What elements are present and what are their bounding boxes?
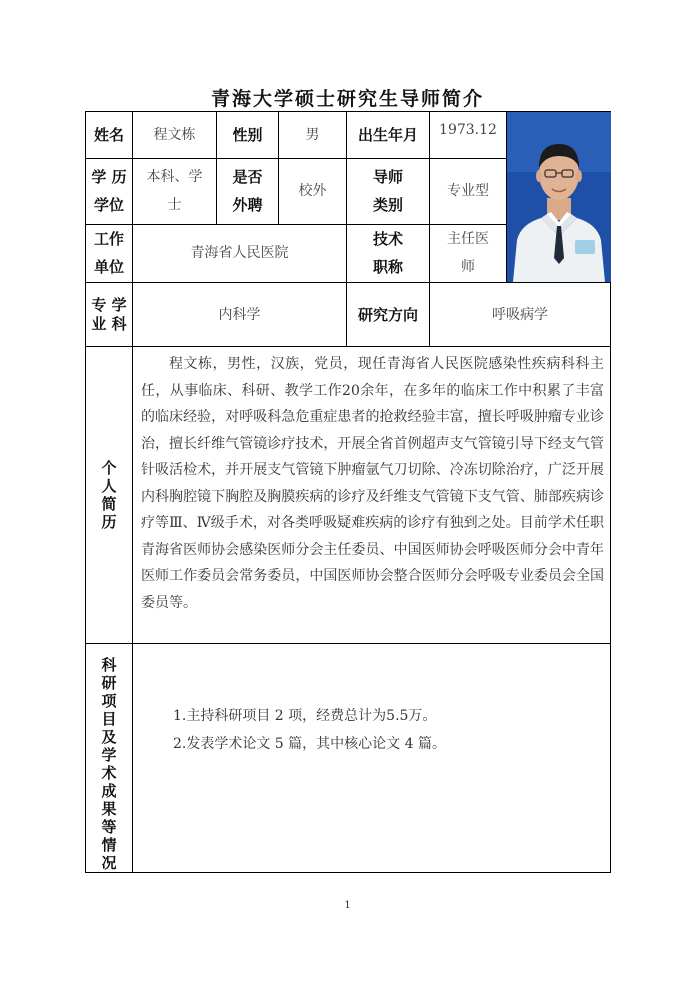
bio-label: 个 人 简 历 bbox=[86, 347, 133, 644]
major-value: 内科学 bbox=[133, 283, 347, 347]
profile-table bbox=[85, 111, 611, 873]
research-item: 2.发表学术论文 5 篇，其中核心论文 4 篇。 bbox=[173, 736, 446, 752]
education-value: 本科、学 士 bbox=[133, 158, 217, 224]
gender-value: 男 bbox=[279, 112, 347, 159]
external-label: 是否 外聘 bbox=[217, 158, 279, 224]
birth-label: 出生年月 bbox=[347, 112, 430, 159]
title-label: 技术 职称 bbox=[347, 224, 430, 282]
external-value: 校外 bbox=[279, 158, 347, 224]
name-value: 程文栋 bbox=[133, 112, 217, 159]
page-number: 1 bbox=[344, 900, 351, 911]
workplace-value: 青海省人民医院 bbox=[133, 224, 347, 282]
page-title: 青海大学硕士研究生导师简介 bbox=[210, 88, 484, 110]
supervisor-type-label: 导师 类别 bbox=[347, 158, 430, 224]
research-direction-value: 呼吸病学 bbox=[430, 283, 611, 347]
research-item: 1.主持科研项目 2 项，经费总计为5.5万。 bbox=[173, 708, 437, 724]
research-content bbox=[133, 644, 611, 873]
research-label: 科 研 项 目 及 学 术 成 果 等 情 况 bbox=[86, 644, 133, 873]
workplace-label: 工作 单位 bbox=[86, 224, 133, 282]
research-direction-label: 研究方向 bbox=[347, 283, 430, 347]
birth-value: 1973.12 bbox=[430, 112, 507, 159]
bio-paragraph: 程文栋，男性，汉族，党员，现任青海省人民医院感染性疾病科科主任，从事临床、科研、教学工作20余年，在多年的临床工作中积累了丰富的临床经验，对呼吸科急危重症患者的抢救经验丰富，擅长呼吸肿瘤专业诊治，擅长纤维气管镜诊疗技术，开展全省首例超声支气管镜引导下经支气管针吸活检术，并开展支气管镜下肿瘤氩气刀切除、冷冻切除治疗，广泛开展内科胸腔镜下胸腔及胸膜疾病的诊疗及纤维支气管镜下支气管、肺部疾病诊疗等Ⅲ、Ⅳ级手术，对各类呼吸疑难疾病的诊疗有独到之处。目前学术任职青海省医师协会感染医师分会主任委员、中国医师协会呼吸医师分会中青年医师工作委员会常务委员，中国医师协会整合医师分会呼吸专业委员会全国委员等。 bbox=[141, 356, 604, 611]
bio-text-cell bbox=[133, 347, 611, 644]
portrait-photo bbox=[507, 112, 611, 283]
gender-label: 性别 bbox=[217, 112, 279, 159]
education-label: 学 历 学位 bbox=[86, 158, 133, 224]
supervisor-type-value: 专业型 bbox=[430, 158, 507, 224]
major-label: 专 学 业 科 bbox=[86, 283, 133, 347]
name-label: 姓名 bbox=[86, 112, 133, 159]
title-value: 主任医 师 bbox=[430, 224, 507, 282]
